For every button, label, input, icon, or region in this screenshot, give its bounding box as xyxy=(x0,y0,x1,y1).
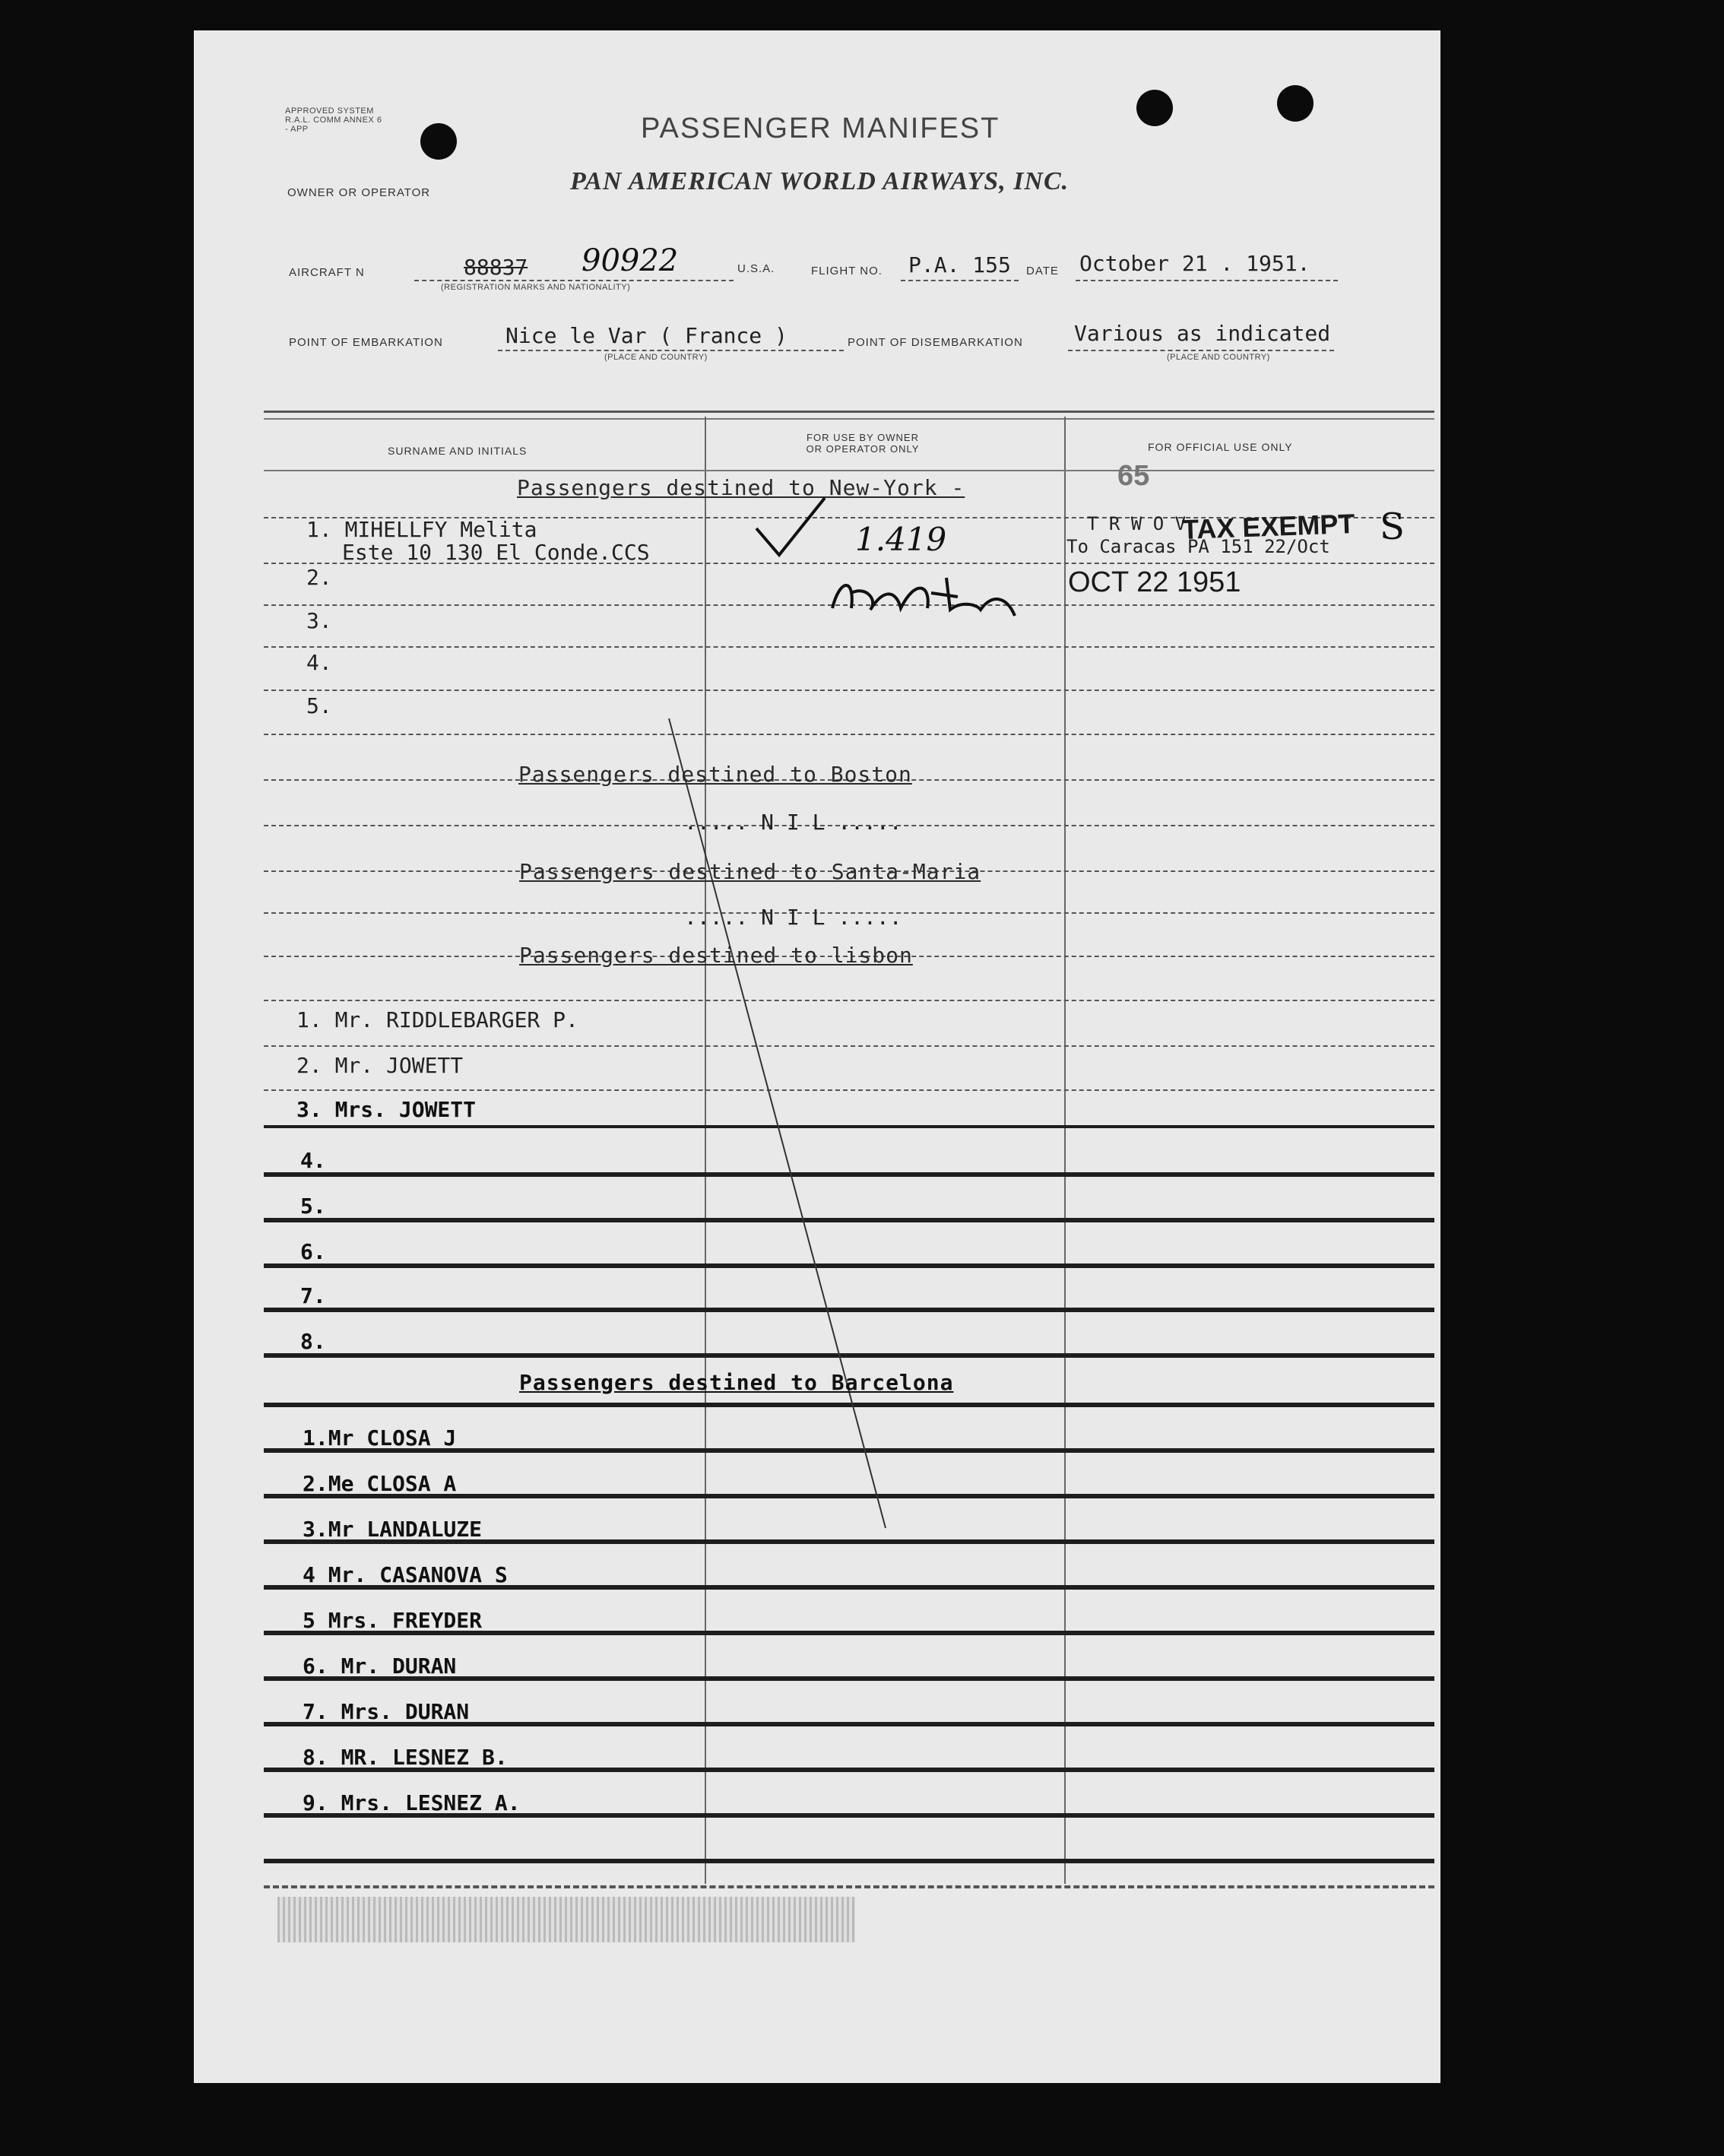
passenger-row: 1. MIHELLFY Melita xyxy=(306,517,537,542)
passenger-row: 5. xyxy=(306,693,332,718)
punch-hole xyxy=(1136,90,1173,126)
column-header-official: FOR OFFICIAL USE ONLY xyxy=(1148,441,1293,453)
column-header-surname: SURNAME AND INITIALS xyxy=(388,445,528,457)
row-rule xyxy=(264,646,1434,648)
section-heading-barcelona: Passengers destined to Barcelona xyxy=(519,1370,954,1395)
official-trwov: T R W O V xyxy=(1087,513,1187,534)
punch-hole xyxy=(1277,85,1314,122)
disembarkation-underline xyxy=(1068,350,1334,351)
column-divider xyxy=(1064,417,1066,1884)
aircraft-underline xyxy=(414,280,734,281)
passenger-row: 6. Mr. DURAN xyxy=(303,1653,457,1679)
row-rule xyxy=(264,1859,1434,1863)
passenger-row: 2. Mr. JOWETT xyxy=(296,1053,464,1078)
place-caption: (PLACE AND COUNTRY) xyxy=(604,353,708,362)
date-label: DATE xyxy=(1026,265,1059,277)
passenger-row: 9. Mrs. LESNEZ A. xyxy=(303,1790,521,1815)
section-heading-santamaria: Passengers destined to Santa-Maria xyxy=(519,859,981,884)
embarkation-label: POINT OF EMBARKATION xyxy=(289,336,443,349)
section-heading-lisbon: Passengers destined to lisbon xyxy=(519,943,913,968)
passenger-row: 2. xyxy=(306,565,332,590)
passenger-row: 3. Mrs. JOWETT xyxy=(296,1097,477,1122)
tax-exempt-stamp: TAX EXEMPT xyxy=(1181,508,1355,545)
passenger-row: 5 Mrs. FREYDER xyxy=(303,1608,483,1633)
row-rule xyxy=(264,690,1434,691)
tax-exempt-initial: S xyxy=(1380,506,1405,548)
manifest-page xyxy=(194,30,1440,2083)
owner-label: OWNER OR OPERATOR xyxy=(287,186,431,199)
disembarkation-value: Various as indicated xyxy=(1074,321,1331,346)
passenger-row: 5. xyxy=(300,1194,326,1219)
column-header-operator: FOR USE BY OWNER OR OPERATOR ONLY xyxy=(806,432,920,455)
table-top-rule xyxy=(264,418,1434,420)
passenger-row: 6. xyxy=(300,1239,326,1264)
nil-marker: ..... N I L ..... xyxy=(684,905,902,930)
operator-code: 1.419 xyxy=(855,521,947,558)
aircraft-number: 90922 xyxy=(582,243,679,278)
place-caption: (PLACE AND COUNTRY) xyxy=(1167,353,1270,362)
airline-name: PAN AMERICAN WORLD AIRWAYS, INC. xyxy=(570,167,1070,195)
diagonal-pen-stroke xyxy=(665,715,893,1536)
passenger-row: 7. Mrs. DURAN xyxy=(303,1699,470,1724)
passenger-row: 3. xyxy=(306,608,332,633)
header-bottom-rule xyxy=(264,470,1434,471)
approval-note: APPROVED SYSTEM R.A.L. COMM ANNEX 6 - APP xyxy=(285,106,382,134)
section-heading-newyork: Passengers destined to New-York - xyxy=(517,475,965,500)
passenger-row: 4. xyxy=(306,650,332,675)
aircraft-label: AIRCRAFT N xyxy=(289,266,365,279)
punch-hole xyxy=(420,123,457,160)
passenger-row: 8. MR. LESNEZ B. xyxy=(303,1745,508,1770)
table-top-rule xyxy=(264,411,1434,413)
usa-label: U.S.A. xyxy=(737,262,775,275)
embarkation-value: Nice le Var ( France ) xyxy=(505,323,788,348)
date-stamp: OCT 22 1951 xyxy=(1068,566,1241,598)
registration-caption: (REGISTRATION MARKS AND NATIONALITY) xyxy=(441,283,631,292)
passenger-row: 4 Mr. CASANOVA S xyxy=(303,1562,508,1587)
passenger-address: Este 10 130 El Conde.CCS xyxy=(342,540,650,565)
flight-label: FLIGHT NO. xyxy=(811,265,883,277)
official-number: 65 xyxy=(1117,460,1150,492)
checkmark-icon xyxy=(753,494,829,563)
flight-underline xyxy=(901,280,1019,281)
passenger-row: 1. Mr. RIDDLEBARGER P. xyxy=(296,1007,578,1032)
passenger-row: 8. xyxy=(300,1329,326,1354)
official-caracas-note: To Caracas PA 151 22/Oct xyxy=(1066,536,1330,557)
date-underline xyxy=(1076,280,1338,281)
passenger-row: 7. xyxy=(300,1283,326,1308)
flight-date: October 21 . 1951. xyxy=(1079,251,1310,276)
scan-smudge xyxy=(277,1897,855,1942)
disembarkation-label: POINT OF DISEMBARKATION xyxy=(848,336,1023,349)
manifest-title: PASSENGER MANIFEST xyxy=(641,113,1000,144)
section-heading-boston: Passengers destined to Boston xyxy=(518,762,912,787)
nil-marker: ..... N I L ..... xyxy=(684,810,902,835)
aircraft-number-crossed: 88837 xyxy=(464,255,528,280)
passenger-row: 3.Mr LANDALUZE xyxy=(303,1517,483,1542)
passenger-row: 1.Mr CLOSA J xyxy=(303,1425,457,1451)
row-rule xyxy=(264,1885,1434,1888)
passenger-row: 4. xyxy=(300,1148,326,1173)
passenger-row: 2.Me CLOSA A xyxy=(303,1471,457,1496)
flight-number: P.A. 155 xyxy=(908,252,1011,277)
embarkation-underline xyxy=(498,350,844,351)
operator-signature xyxy=(825,563,1022,631)
